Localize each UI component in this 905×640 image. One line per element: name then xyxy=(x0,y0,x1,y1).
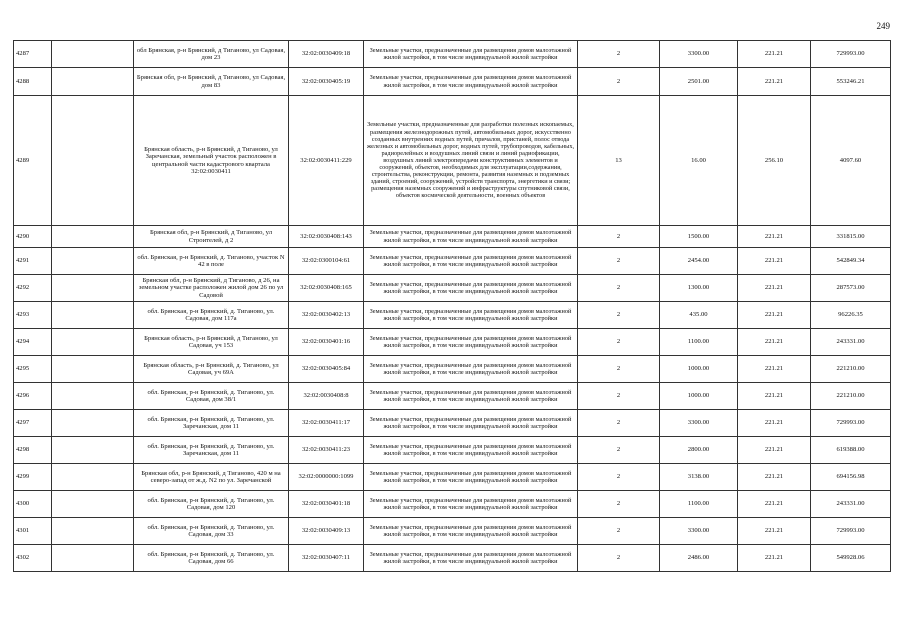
area-cell: 1300.00 xyxy=(660,275,738,302)
area-cell: 16.00 xyxy=(660,96,738,226)
unit-value-cell: 256.10 xyxy=(738,96,811,226)
blank-cell xyxy=(52,437,134,464)
land-use-cell: Земельные участки, предназначенные для размещения домов малоэтажной жилой застройки, в том числе индивидуальной жилой застройки xyxy=(364,68,578,96)
area-cell: 1100.00 xyxy=(660,491,738,518)
area-cell: 1500.00 xyxy=(660,226,738,248)
cadastral-number-cell: 32:02:0030405:19 xyxy=(289,68,364,96)
use-group-cell: 2 xyxy=(578,545,660,572)
use-group-cell: 2 xyxy=(578,302,660,329)
land-use-cell: Земельные участки, предназначенные для размещения домов малоэтажной жилой застройки, в том числе индивидуальной жилой застройки xyxy=(364,518,578,545)
blank-cell xyxy=(52,226,134,248)
address-cell: Брянская область, р-н Брянский, д Тиганово, ул Садовая, уч 153 xyxy=(134,329,289,356)
cadastral-number-cell: 32:02:0030411:17 xyxy=(289,410,364,437)
use-group-cell: 2 xyxy=(578,383,660,410)
unit-value-cell: 221.21 xyxy=(738,491,811,518)
land-use-cell: Земельные участки, предназначенные для размещения домов малоэтажной жилой застройки, в том числе индивидуальной жилой застройки xyxy=(364,41,578,68)
address-cell: обл Брянская, р-н Брянский, д Тиганово, ул Садовая, дом 23 xyxy=(134,41,289,68)
unit-value-cell: 221.21 xyxy=(738,464,811,491)
area-cell: 435.00 xyxy=(660,302,738,329)
address-cell: Брянская обл, р-н Брянский, д Тиганово, д 26, на земельном участке расположен жилой дом 26 по ул Садовой xyxy=(134,275,289,302)
cadastral-value-cell: 729993.00 xyxy=(811,41,891,68)
cadastral-number-cell: 32:02:0030408:165 xyxy=(289,275,364,302)
cadastral-value-cell: 542849.34 xyxy=(811,248,891,275)
address-cell: обл. Брянская, р-н Брянский, д. Тиганово, ул. Садовая, дом 66 xyxy=(134,545,289,572)
cadastral-number-cell: 32:02:0030401:16 xyxy=(289,329,364,356)
table-row xyxy=(14,302,891,329)
row-number-cell: 4301 xyxy=(14,518,52,545)
use-group-cell: 2 xyxy=(578,275,660,302)
blank-cell xyxy=(52,41,134,68)
address-cell: Брянская обл, р-н Брянский, д Тиганово, 420 м на северо-запад от ж.д. N2 по ул. Заречанской xyxy=(134,464,289,491)
blank-cell xyxy=(52,356,134,383)
cadastral-number-cell: 32:02:0030411:229 xyxy=(289,96,364,226)
row-number-cell: 4290 xyxy=(14,226,52,248)
area-cell: 2800.00 xyxy=(660,437,738,464)
row-number-cell: 4292 xyxy=(14,275,52,302)
table-row xyxy=(14,41,891,68)
use-group-cell: 2 xyxy=(578,248,660,275)
use-group-cell: 2 xyxy=(578,464,660,491)
land-use-cell: Земельные участки, предназначенные для размещения домов малоэтажной жилой застройки, в том числе индивидуальной жилой застройки xyxy=(364,275,578,302)
unit-value-cell: 221.21 xyxy=(738,329,811,356)
cadastral-value-cell: 221210.00 xyxy=(811,383,891,410)
row-number-cell: 4287 xyxy=(14,41,52,68)
cadastral-value-cell: 221210.00 xyxy=(811,356,891,383)
land-use-cell: Земельные участки, предназначенные для размещения домов малоэтажной жилой застройки, в том числе индивидуальной жилой застройки xyxy=(364,464,578,491)
use-group-cell: 13 xyxy=(578,96,660,226)
area-cell: 3300.00 xyxy=(660,410,738,437)
row-number-cell: 4302 xyxy=(14,545,52,572)
cadastral-number-cell: 32:02:0030408:8 xyxy=(289,383,364,410)
cadastral-value-cell: 729993.00 xyxy=(811,410,891,437)
use-group-cell: 2 xyxy=(578,226,660,248)
land-use-cell: Земельные участки, предназначенные для размещения домов малоэтажной жилой застройки, в том числе индивидуальной жилой застройки xyxy=(364,545,578,572)
blank-cell xyxy=(52,491,134,518)
land-use-cell: Земельные участки, предназначенные для размещения домов малоэтажной жилой застройки, в том числе индивидуальной жилой застройки xyxy=(364,356,578,383)
table-row xyxy=(14,329,891,356)
row-number-cell: 4288 xyxy=(14,68,52,96)
row-number-cell: 4299 xyxy=(14,464,52,491)
table-row xyxy=(14,437,891,464)
row-number-cell: 4295 xyxy=(14,356,52,383)
unit-value-cell: 221.21 xyxy=(738,383,811,410)
area-cell: 1000.00 xyxy=(660,356,738,383)
area-cell: 3300.00 xyxy=(660,518,738,545)
address-cell: обл. Брянская, р-н Брянский, д. Тиганово, ул. Заречанская, дом 11 xyxy=(134,410,289,437)
blank-cell xyxy=(52,518,134,545)
unit-value-cell: 221.21 xyxy=(738,545,811,572)
land-use-cell: Земельные участки, предназначенные для размещения домов малоэтажной жилой застройки, в том числе индивидуальной жилой застройки xyxy=(364,226,578,248)
address-cell: обл. Брянская, р-н Брянский, д. Тиганово, ул. Заречанская, дом 11 xyxy=(134,437,289,464)
blank-cell xyxy=(52,302,134,329)
land-use-cell: Земельные участки, предназначенные для размещения домов малоэтажной жилой застройки, в том числе индивидуальной жилой застройки xyxy=(364,437,578,464)
cadastral-value-cell: 331815.00 xyxy=(811,226,891,248)
blank-cell xyxy=(52,410,134,437)
row-number-cell: 4296 xyxy=(14,383,52,410)
cadastral-value-cell: 694156.98 xyxy=(811,464,891,491)
use-group-cell: 2 xyxy=(578,41,660,68)
unit-value-cell: 221.21 xyxy=(738,275,811,302)
area-cell: 1000.00 xyxy=(660,383,738,410)
use-group-cell: 2 xyxy=(578,518,660,545)
area-cell: 2454.00 xyxy=(660,248,738,275)
table-row xyxy=(14,518,891,545)
address-cell: Брянская обл, р-н Брянский, д Тиганово, ул Строителей, д 2 xyxy=(134,226,289,248)
row-number-cell: 4289 xyxy=(14,96,52,226)
address-cell: Брянская обл, р-н Брянский, д Тиганово, ул Садовая, дом 83 xyxy=(134,68,289,96)
cadastral-value-cell: 553246.21 xyxy=(811,68,891,96)
unit-value-cell: 221.21 xyxy=(738,356,811,383)
blank-cell xyxy=(52,329,134,356)
address-cell: обл. Брянская, р-н Брянский, д. Тиганово, ул. Садовая, дом 117а xyxy=(134,302,289,329)
unit-value-cell: 221.21 xyxy=(738,302,811,329)
use-group-cell: 2 xyxy=(578,410,660,437)
land-use-cell: Земельные участки, предназначенные для размещения домов малоэтажной жилой застройки, в том числе индивидуальной жилой застройки xyxy=(364,329,578,356)
use-group-cell: 2 xyxy=(578,68,660,96)
address-cell: обл. Брянская, р-н Брянский, д. Тиганово, ул. Садовая, дом 38/1 xyxy=(134,383,289,410)
cadastral-value-cell: 619388.00 xyxy=(811,437,891,464)
use-group-cell: 2 xyxy=(578,356,660,383)
unit-value-cell: 221.21 xyxy=(738,41,811,68)
area-cell: 2486.00 xyxy=(660,545,738,572)
cadastral-number-cell: 32:02:0030409:18 xyxy=(289,41,364,68)
cadastral-number-cell: 32:02:0030408:143 xyxy=(289,226,364,248)
land-use-cell: Земельные участки, предназначенные для размещения домов малоэтажной жилой застройки, в том числе индивидуальной жилой застройки xyxy=(364,410,578,437)
land-use-cell: Земельные участки, предназначенные для разработки полезных ископаемых, размещения железнодорожных путей, автомобильных дорог, искусственно созданных внутренних водных путей, причалов, пристаней, полос отвода железных и автомобильных дорог, водных путей, трубопроводов, кабельных, радиорелейных и воздушных линий связи и линий радиофикации, воздушных линий электропередачи конструктивных элементов и сооружений, объектов, необходимых для эксплуатации,содержания, строительства, реконструкции, ремонта, развития наземных и подземных зданий, строений, сооружений, устройств транспорта, энергетики и связи; размещения наземных сооружений и инфраструктуры спутниковой связи, объектов космической деятельности, военных объектов xyxy=(364,96,578,226)
blank-cell xyxy=(52,545,134,572)
land-use-cell: Земельные участки, предназначенные для размещения домов малоэтажной жилой застройки, в том числе индивидуальной жилой застройки xyxy=(364,248,578,275)
row-number-cell: 4294 xyxy=(14,329,52,356)
cadastral-number-cell: 32:02:0030409:13 xyxy=(289,518,364,545)
table-row xyxy=(14,275,891,302)
cadastral-number-cell: 32:02:0030411:23 xyxy=(289,437,364,464)
unit-value-cell: 221.21 xyxy=(738,410,811,437)
table-row xyxy=(14,226,891,248)
cadastral-value-cell: 4097.60 xyxy=(811,96,891,226)
cadastral-number-cell: 32:02:0030405:84 xyxy=(289,356,364,383)
table-row xyxy=(14,96,891,226)
blank-cell xyxy=(52,383,134,410)
table-row xyxy=(14,383,891,410)
table-row xyxy=(14,356,891,383)
blank-cell xyxy=(52,96,134,226)
land-use-cell: Земельные участки, предназначенные для размещения домов малоэтажной жилой застройки, в том числе индивидуальной жилой застройки xyxy=(364,491,578,518)
use-group-cell: 2 xyxy=(578,491,660,518)
table-row xyxy=(14,248,891,275)
cadastral-number-cell: 32:02:0030401:18 xyxy=(289,491,364,518)
area-cell: 3300.00 xyxy=(660,41,738,68)
table-row xyxy=(14,410,891,437)
blank-cell xyxy=(52,248,134,275)
unit-value-cell: 221.21 xyxy=(738,226,811,248)
cadastral-number-cell: 32:02:0030407:11 xyxy=(289,545,364,572)
cadastral-value-cell: 243331.00 xyxy=(811,329,891,356)
page-number: 249 xyxy=(876,21,890,31)
unit-value-cell: 221.21 xyxy=(738,518,811,545)
unit-value-cell: 221.21 xyxy=(738,248,811,275)
unit-value-cell: 221.21 xyxy=(738,437,811,464)
unit-value-cell: 221.21 xyxy=(738,68,811,96)
cadastral-value-cell: 549928.06 xyxy=(811,545,891,572)
cadastral-number-cell: 32:02:0030402:13 xyxy=(289,302,364,329)
area-cell: 3138.00 xyxy=(660,464,738,491)
address-cell: Брянская область, р-н Брянский, д. Тиганово, ул Садовая, уч 69А xyxy=(134,356,289,383)
table-row xyxy=(14,464,891,491)
row-number-cell: 4298 xyxy=(14,437,52,464)
cadastral-value-cell: 243331.00 xyxy=(811,491,891,518)
row-number-cell: 4293 xyxy=(14,302,52,329)
area-cell: 1100.00 xyxy=(660,329,738,356)
land-use-cell: Земельные участки, предназначенные для размещения домов малоэтажной жилой застройки, в том числе индивидуальной жилой застройки xyxy=(364,383,578,410)
table-row xyxy=(14,545,891,572)
cadastral-number-cell: 32:02:0300104:61 xyxy=(289,248,364,275)
address-cell: обл. Брянская, р-н Брянский, д. Тиганово, ул. Садовая, дом 120 xyxy=(134,491,289,518)
table-body xyxy=(14,41,891,572)
row-number-cell: 4291 xyxy=(14,248,52,275)
cadastral-value-cell: 287573.00 xyxy=(811,275,891,302)
cadastral-number-cell: 32:02:0000000:1099 xyxy=(289,464,364,491)
row-number-cell: 4300 xyxy=(14,491,52,518)
row-number-cell: 4297 xyxy=(14,410,52,437)
address-cell: обл. Брянская, р-н Брянский, д. Тиганово, участок N 42 в поле xyxy=(134,248,289,275)
table-row xyxy=(14,491,891,518)
use-group-cell: 2 xyxy=(578,437,660,464)
cadastral-registry-table xyxy=(13,40,891,572)
land-use-cell: Земельные участки, предназначенные для размещения домов малоэтажной жилой застройки, в том числе индивидуальной жилой застройки xyxy=(364,302,578,329)
blank-cell xyxy=(52,68,134,96)
table-row xyxy=(14,68,891,96)
address-cell: обл. Брянская, р-н Брянский, д. Тиганово, ул. Садовая, дом 33 xyxy=(134,518,289,545)
address-cell: Брянская область, р-н Брянский, д Тиганово, ул Заречанская, земельный участок расположен в центральной части кадастрового квартала 32:02:0030411 xyxy=(134,96,289,226)
cadastral-value-cell: 729993.00 xyxy=(811,518,891,545)
use-group-cell: 2 xyxy=(578,329,660,356)
blank-cell xyxy=(52,464,134,491)
blank-cell xyxy=(52,275,134,302)
area-cell: 2501.00 xyxy=(660,68,738,96)
cadastral-value-cell: 96226.35 xyxy=(811,302,891,329)
